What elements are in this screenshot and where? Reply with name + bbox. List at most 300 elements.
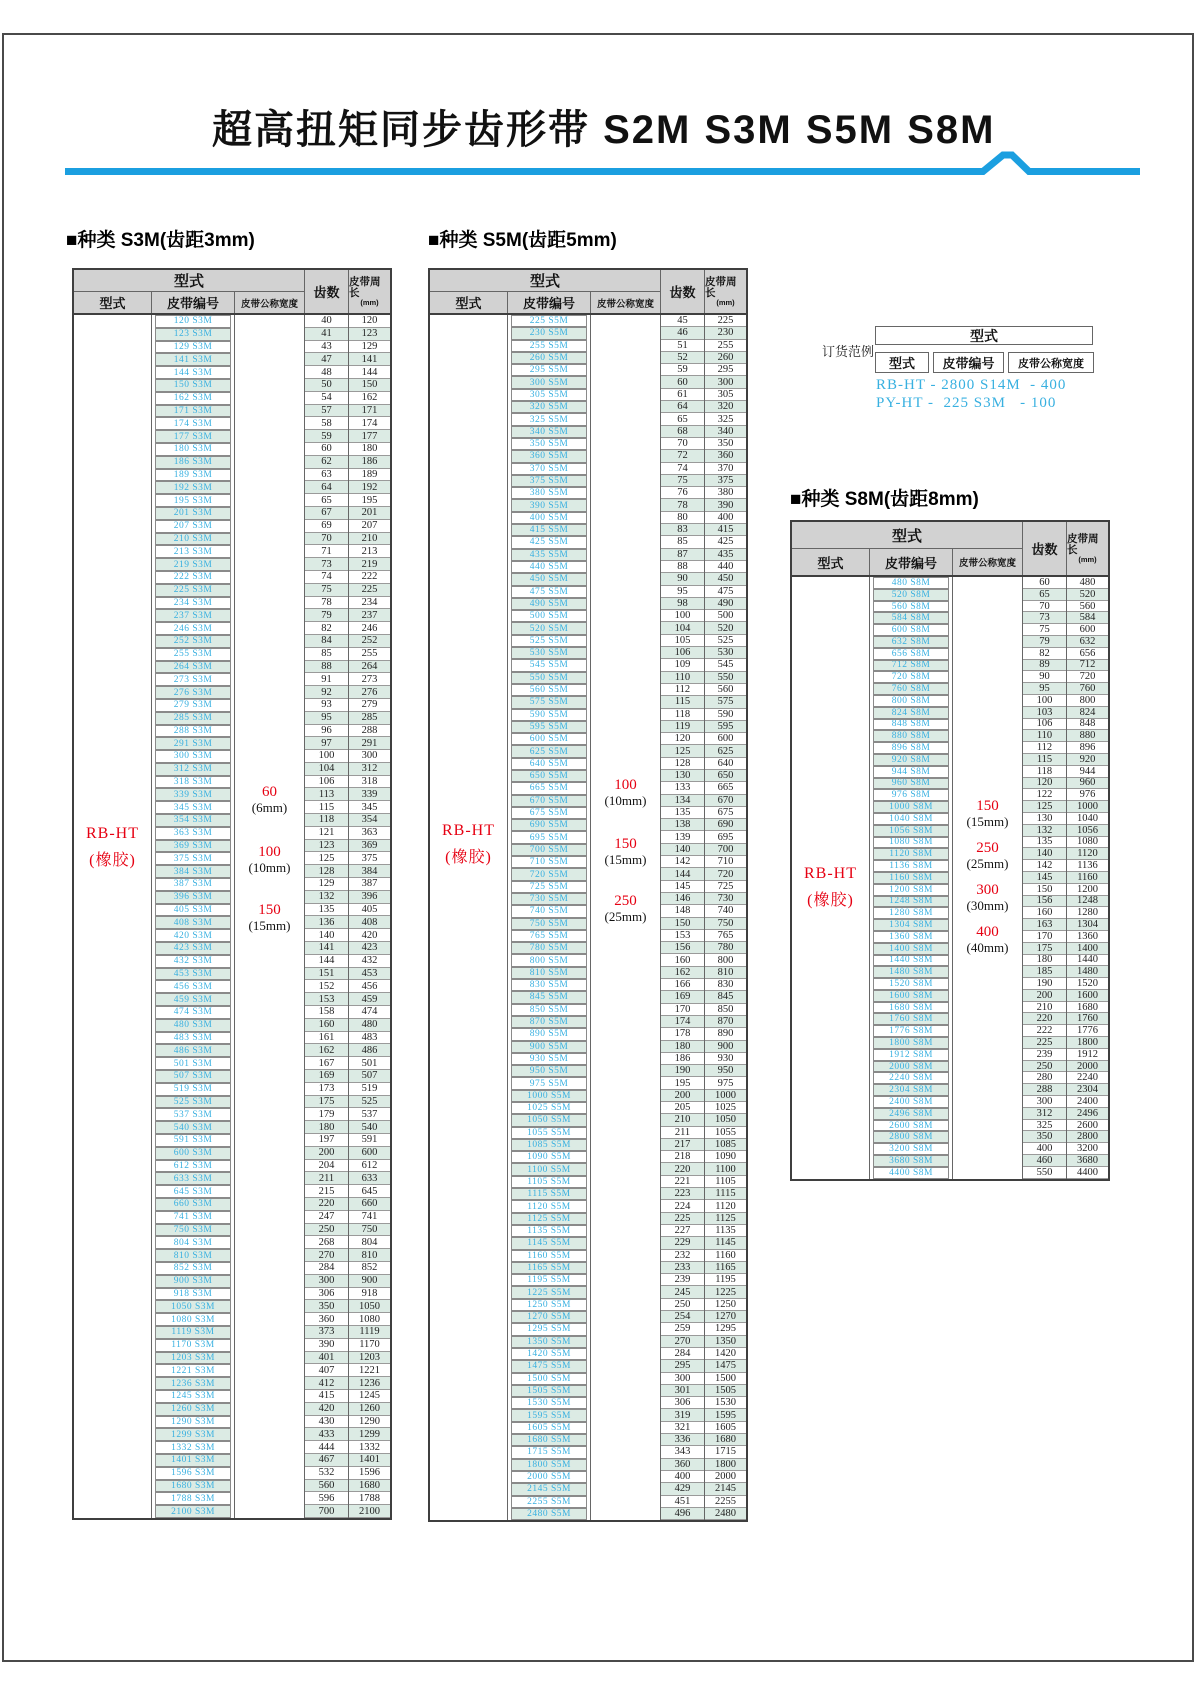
belt-number-cell: 750 S3M xyxy=(155,1224,231,1237)
teeth-cell: 68 xyxy=(661,426,704,438)
teeth-cell: 239 xyxy=(661,1274,704,1286)
teeth-cell: 225 xyxy=(1023,1037,1066,1049)
circumference-cell: 1680 xyxy=(349,1480,390,1493)
circumference-cell: 222 xyxy=(349,571,390,584)
belt-number-cell: 765 S5M xyxy=(511,930,587,942)
header-belt-width: 皮带公称宽度 xyxy=(235,292,305,313)
belt-number-cell: 1136 S8M xyxy=(873,860,949,872)
section-title-s8m: ■种类 S8M(齿距8mm) xyxy=(790,489,979,510)
belt-number-cell: 520 S8M xyxy=(873,589,949,601)
circumference-cell: 2800 xyxy=(1067,1131,1108,1143)
belt-number-cell: 725 S5M xyxy=(511,881,587,893)
circumference-cell: 848 xyxy=(1067,719,1108,731)
circumference-cell: 660 xyxy=(349,1198,390,1211)
teeth-cell: 415 xyxy=(305,1390,348,1403)
belt-number-cell: 1200 S8M xyxy=(873,884,949,896)
circumference-cell: 408 xyxy=(349,916,390,929)
circumference-cell: 1680 xyxy=(705,1434,746,1446)
circumference-cell: 525 xyxy=(705,635,746,647)
teeth-cell: 146 xyxy=(661,893,704,905)
teeth-cell: 400 xyxy=(661,1471,704,1483)
belt-number-cell: 387 S3M xyxy=(155,878,231,891)
belt-number-cell: 264 S3M xyxy=(155,661,231,674)
belt-number-cell: 501 S3M xyxy=(155,1057,231,1070)
belt-number-cell: 2496 S8M xyxy=(873,1108,949,1120)
circumference-cell: 1400 xyxy=(1067,943,1108,955)
header-circumference xyxy=(705,270,746,313)
circumference-cell: 2100 xyxy=(349,1505,390,1518)
circumference-cell: 1000 xyxy=(705,1090,746,1102)
circumference-cell: 740 xyxy=(705,905,746,917)
teeth-cell: 300 xyxy=(305,1275,348,1288)
section-title-s3m: ■种类 S3M(齿距3mm) xyxy=(66,230,255,251)
teeth-cell: 135 xyxy=(1023,837,1066,849)
table-header xyxy=(74,270,390,315)
teeth-cell: 254 xyxy=(661,1311,704,1323)
circumference-cell: 1280 xyxy=(1067,907,1108,919)
teeth-cell: 270 xyxy=(305,1249,348,1262)
teeth-cell: 106 xyxy=(305,776,348,789)
width-label: 150 (15mm) xyxy=(604,836,647,867)
teeth-cell: 158 xyxy=(305,1006,348,1019)
circumference-cell: 500 xyxy=(705,610,746,622)
belt-number-cell: 186 S3M xyxy=(155,456,231,469)
circumference-cell: 4400 xyxy=(1067,1167,1108,1179)
teeth-cell: 88 xyxy=(305,661,348,674)
teeth-cell: 135 xyxy=(305,904,348,917)
belt-number-cell: 210 S3M xyxy=(155,533,231,546)
belt-number-cell: 420 S3M xyxy=(155,929,231,942)
circumference-cell: 670 xyxy=(705,795,746,807)
model-column xyxy=(792,577,870,1179)
teeth-cell: 79 xyxy=(1023,636,1066,648)
belt-number-cell: 1788 S3M xyxy=(155,1492,231,1505)
circumference-cell: 944 xyxy=(1067,766,1108,778)
belt-number-cell: 1440 S8M xyxy=(873,955,949,967)
belt-number-cell: 800 S5M xyxy=(511,954,587,966)
belt-number-cell: 633 S3M xyxy=(155,1172,231,1185)
belt-number-cell: 640 S5M xyxy=(511,758,587,770)
teeth-cell: 350 xyxy=(305,1300,348,1313)
circumference-cell: 1105 xyxy=(705,1176,746,1188)
teeth-cell: 67 xyxy=(305,507,348,520)
circumference-cell: 189 xyxy=(349,469,390,482)
teeth-cell: 268 xyxy=(305,1236,348,1249)
circumference-cell: 560 xyxy=(705,684,746,696)
teeth-cell: 104 xyxy=(661,622,704,634)
teeth-cell: 145 xyxy=(1023,872,1066,884)
circumference-cell: 440 xyxy=(705,561,746,573)
belt-number-cell: 918 S3M xyxy=(155,1288,231,1301)
teeth-cell: 210 xyxy=(661,1114,704,1126)
belt-number-cell: 325 S5M xyxy=(511,413,587,425)
circumference-cell: 213 xyxy=(349,545,390,558)
belt-number-cell: 1100 S5M xyxy=(511,1163,587,1175)
teeth-cell: 400 xyxy=(1023,1143,1066,1155)
teeth-cell: 118 xyxy=(661,709,704,721)
circumference-cell: 1050 xyxy=(349,1300,390,1313)
circumference-cell: 530 xyxy=(705,647,746,659)
circumference-cell: 171 xyxy=(349,405,390,418)
belt-number-cell: 1520 S8M xyxy=(873,978,949,990)
teeth-cell: 70 xyxy=(305,533,348,546)
teeth-cell: 110 xyxy=(1023,730,1066,742)
circumference-cell: 665 xyxy=(705,782,746,794)
circumference-cell: 1295 xyxy=(705,1323,746,1335)
teeth-cell: 65 xyxy=(305,494,348,507)
belt-number-cell: 900 S5M xyxy=(511,1041,587,1053)
belt-number-cell: 660 S3M xyxy=(155,1198,231,1211)
teeth-cell: 95 xyxy=(661,586,704,598)
belt-number-cell: 380 S5M xyxy=(511,487,587,499)
teeth-cell: 104 xyxy=(305,763,348,776)
circumference-cell: 720 xyxy=(1067,671,1108,683)
circumference-cell: 760 xyxy=(1067,683,1108,695)
belt-number-cell: 1295 S5M xyxy=(511,1323,587,1335)
teeth-cell: 130 xyxy=(1023,813,1066,825)
circumference-cell: 2145 xyxy=(705,1483,746,1495)
teeth-cell: 45 xyxy=(661,315,704,327)
circumference-cell: 600 xyxy=(1067,624,1108,636)
teeth-cell: 532 xyxy=(305,1467,348,1480)
circumference-cell: 1135 xyxy=(705,1225,746,1237)
circumference-cell: 340 xyxy=(705,426,746,438)
circumference-cell: 252 xyxy=(349,635,390,648)
teeth-column xyxy=(1023,577,1067,1179)
belt-number-cell: 255 S3M xyxy=(155,648,231,661)
teeth-cell: 112 xyxy=(1023,742,1066,754)
circumference-cell: 1520 xyxy=(1067,978,1108,990)
teeth-cell: 119 xyxy=(661,721,704,733)
teeth-cell: 90 xyxy=(1023,671,1066,683)
teeth-cell: 74 xyxy=(305,571,348,584)
circumference-cell: 710 xyxy=(705,856,746,868)
belt-number-cell: 632 S8M xyxy=(873,636,949,648)
teeth-cell: 360 xyxy=(661,1459,704,1471)
teeth-cell: 247 xyxy=(305,1211,348,1224)
belt-number-cell: 880 S8M xyxy=(873,730,949,742)
teeth-cell: 156 xyxy=(661,942,704,954)
belt-number-cell: 560 S5M xyxy=(511,684,587,696)
belt-number-cell: 930 S5M xyxy=(511,1053,587,1065)
belt-number-cell: 234 S3M xyxy=(155,597,231,610)
teeth-cell: 130 xyxy=(661,770,704,782)
teeth-cell: 118 xyxy=(305,814,348,827)
teeth-cell: 180 xyxy=(305,1121,348,1134)
circumference-cell: 129 xyxy=(349,341,390,354)
teeth-cell: 300 xyxy=(661,1373,704,1385)
teeth-cell: 43 xyxy=(305,341,348,354)
teeth-cell: 250 xyxy=(305,1224,348,1237)
circumference-cell: 387 xyxy=(349,878,390,891)
circumference-cell: 453 xyxy=(349,968,390,981)
teeth-cell: 88 xyxy=(661,561,704,573)
teeth-cell: 220 xyxy=(661,1163,704,1175)
header-model: 型式 xyxy=(430,292,508,313)
circumference-cell: 1085 xyxy=(705,1139,746,1151)
circumference-cell: 1236 xyxy=(349,1377,390,1390)
teeth-cell: 167 xyxy=(305,1057,348,1070)
belt-number-cell: 1480 S8M xyxy=(873,966,949,978)
circumference-cell: 2304 xyxy=(1067,1084,1108,1096)
belt-number-cell: 475 S5M xyxy=(511,586,587,598)
teeth-cell: 59 xyxy=(305,430,348,443)
teeth-cell: 218 xyxy=(661,1151,704,1163)
circumference-cell: 810 xyxy=(705,967,746,979)
circumference-cell: 475 xyxy=(705,586,746,598)
belt-number-cell: 710 S5M xyxy=(511,856,587,868)
circumference-cell: 852 xyxy=(349,1262,390,1275)
circumference-cell: 2000 xyxy=(1067,1061,1108,1073)
belt-number-cell: 279 S3M xyxy=(155,699,231,712)
circumference-cell: 234 xyxy=(349,597,390,610)
belt-number-cell: 519 S3M xyxy=(155,1083,231,1096)
circumference-cell: 1600 xyxy=(1067,990,1108,1002)
teeth-cell: 69 xyxy=(305,520,348,533)
circumference-cell: 305 xyxy=(705,389,746,401)
circumference-cell: 459 xyxy=(349,993,390,1006)
teeth-cell: 89 xyxy=(1023,660,1066,672)
circumference-cell: 595 xyxy=(705,721,746,733)
circumference-cell: 207 xyxy=(349,520,390,533)
order-example-col-belt-width: 皮带公称宽度 xyxy=(1008,352,1094,373)
teeth-cell: 325 xyxy=(1023,1120,1066,1132)
belt-number-cell: 2255 S5M xyxy=(511,1496,587,1508)
belt-number-cell: 595 S5M xyxy=(511,721,587,733)
teeth-cell: 204 xyxy=(305,1160,348,1173)
circumference-cell: 1332 xyxy=(349,1441,390,1454)
belt-number-cell: 350 S5M xyxy=(511,438,587,450)
belt-number-cell: 665 S5M xyxy=(511,782,587,794)
circumference-cell: 625 xyxy=(705,745,746,757)
teeth-cell: 98 xyxy=(661,598,704,610)
belt-number-cell: 390 S5M xyxy=(511,499,587,511)
teeth-cell: 132 xyxy=(1023,825,1066,837)
belt-number-cell: 123 S3M xyxy=(155,328,231,341)
table-body xyxy=(430,315,746,1520)
table-header xyxy=(792,522,1108,577)
header-belt-number: 皮带编号 xyxy=(870,549,953,575)
circumference-cell: 540 xyxy=(349,1121,390,1134)
teeth-cell: 550 xyxy=(1023,1167,1066,1179)
teeth-cell: 125 xyxy=(1023,801,1066,813)
circumference-cell: 1200 xyxy=(1067,884,1108,896)
circumference-cell: 600 xyxy=(705,733,746,745)
belt-number-cell: 730 S5M xyxy=(511,893,587,905)
circumference-cell: 880 xyxy=(1067,730,1108,742)
circumference-cell: 507 xyxy=(349,1070,390,1083)
belt-number-cell: 1170 S3M xyxy=(155,1339,231,1352)
belt-number-cell: 255 S5M xyxy=(511,340,587,352)
circumference-cell: 975 xyxy=(705,1077,746,1089)
belt-number-cell: 600 S8M xyxy=(873,624,949,636)
belt-number-cell: 1050 S3M xyxy=(155,1300,231,1313)
circumference-cell: 525 xyxy=(349,1096,390,1109)
circumference-cell: 384 xyxy=(349,865,390,878)
teeth-cell: 110 xyxy=(661,672,704,684)
teeth-cell: 197 xyxy=(305,1134,348,1147)
belt-number-cell: 750 S5M xyxy=(511,918,587,930)
teeth-cell: 319 xyxy=(661,1409,704,1421)
teeth-cell: 700 xyxy=(305,1505,348,1518)
teeth-cell: 78 xyxy=(305,597,348,610)
circumference-cell: 2480 xyxy=(705,1508,746,1520)
circumference-cell: 1788 xyxy=(349,1492,390,1505)
belt-number-cell: 363 S3M xyxy=(155,827,231,840)
belt-number-cell: 207 S3M xyxy=(155,520,231,533)
teeth-cell: 223 xyxy=(661,1188,704,1200)
circumference-cell: 420 xyxy=(349,929,390,942)
teeth-cell: 401 xyxy=(305,1352,348,1365)
belt-number-cell: 1600 S8M xyxy=(873,990,949,1002)
teeth-cell: 70 xyxy=(1023,601,1066,613)
teeth-cell: 160 xyxy=(1023,907,1066,919)
teeth-cell: 430 xyxy=(305,1416,348,1429)
circumference-cell: 1260 xyxy=(349,1403,390,1416)
width-label: 60 (6mm) xyxy=(251,784,288,815)
teeth-cell: 140 xyxy=(661,844,704,856)
circumference-cell: 1530 xyxy=(705,1397,746,1409)
circumference-cell: 600 xyxy=(349,1147,390,1160)
circumference-cell: 1800 xyxy=(1067,1037,1108,1049)
teeth-cell: 306 xyxy=(305,1288,348,1301)
teeth-cell: 175 xyxy=(305,1096,348,1109)
teeth-cell: 178 xyxy=(661,1028,704,1040)
circumference-cell: 830 xyxy=(705,979,746,991)
belt-number-cell: 1000 S5M xyxy=(511,1090,587,1102)
circumference-cell: 1056 xyxy=(1067,825,1108,837)
teeth-cell: 270 xyxy=(661,1336,704,1348)
belt-number-cell: 1304 S8M xyxy=(873,919,949,931)
belt-number-cell: 944 S8M xyxy=(873,766,949,778)
circumference-cell: 712 xyxy=(1067,660,1108,672)
circumference-cell: 1025 xyxy=(705,1102,746,1114)
belt-number-column xyxy=(508,315,591,1520)
teeth-cell: 91 xyxy=(305,673,348,686)
order-example-box-title: 型式 xyxy=(875,326,1093,345)
teeth-cell: 211 xyxy=(661,1127,704,1139)
table-header xyxy=(430,270,746,315)
teeth-cell: 118 xyxy=(1023,766,1066,778)
belt-number-cell: 824 S8M xyxy=(873,707,949,719)
circumference-column xyxy=(349,315,390,1518)
teeth-cell: 211 xyxy=(305,1172,348,1185)
circumference-cell: 1480 xyxy=(1067,966,1108,978)
belt-number-cell: 896 S8M xyxy=(873,742,949,754)
circumference-cell: 537 xyxy=(349,1108,390,1121)
teeth-cell: 80 xyxy=(661,512,704,524)
teeth-cell: 174 xyxy=(661,1016,704,1028)
belt-number-cell: 369 S3M xyxy=(155,840,231,853)
circumference-cell: 375 xyxy=(349,852,390,865)
teeth-cell: 76 xyxy=(661,487,704,499)
teeth-cell: 82 xyxy=(1023,648,1066,660)
teeth-cell: 120 xyxy=(1023,778,1066,790)
teeth-cell: 103 xyxy=(1023,707,1066,719)
teeth-cell: 93 xyxy=(305,699,348,712)
teeth-cell: 73 xyxy=(1023,612,1066,624)
circumference-cell: 780 xyxy=(705,942,746,954)
teeth-cell: 90 xyxy=(661,573,704,585)
circumference-cell: 345 xyxy=(349,801,390,814)
teeth-cell: 120 xyxy=(661,733,704,745)
belt-number-cell: 225 S5M xyxy=(511,315,587,327)
belt-number-cell: 1236 S3M xyxy=(155,1377,231,1390)
header-teeth: 齿数 xyxy=(661,270,705,313)
circumference-cell: 519 xyxy=(349,1083,390,1096)
teeth-cell: 59 xyxy=(661,364,704,376)
belt-number-cell: 1680 S3M xyxy=(155,1480,231,1493)
header-belt-width: 皮带公称宽度 xyxy=(953,549,1023,575)
belt-number-cell: 162 S3M xyxy=(155,392,231,405)
teeth-cell: 239 xyxy=(1023,1049,1066,1061)
belt-number-cell: 1250 S5M xyxy=(511,1299,587,1311)
belt-number-cell: 537 S3M xyxy=(155,1108,231,1121)
circumference-cell: 1680 xyxy=(1067,1002,1108,1014)
circumference-cell: 285 xyxy=(349,712,390,725)
circumference-cell: 288 xyxy=(349,725,390,738)
belt-number-cell: 285 S3M xyxy=(155,712,231,725)
teeth-cell: 71 xyxy=(305,545,348,558)
header-belt-number: 皮带编号 xyxy=(508,292,591,313)
belt-number-cell: 2400 S8M xyxy=(873,1096,949,1108)
belt-number-cell: 650 S5M xyxy=(511,770,587,782)
teeth-cell: 95 xyxy=(305,712,348,725)
teeth-cell: 185 xyxy=(1023,966,1066,978)
circumference-column xyxy=(1067,577,1108,1179)
circumference-cell: 1401 xyxy=(349,1454,390,1467)
circumference-cell: 255 xyxy=(705,340,746,352)
circumference-cell: 1800 xyxy=(705,1459,746,1471)
circumference-cell: 325 xyxy=(705,413,746,425)
width-label: 150 (15mm) xyxy=(248,902,291,933)
belt-number-cell: 1800 S8M xyxy=(873,1037,949,1049)
circumference-cell: 750 xyxy=(705,918,746,930)
circumference-cell: 700 xyxy=(705,844,746,856)
circumference-cell: 1505 xyxy=(705,1385,746,1397)
width-label: 250 (25mm) xyxy=(966,840,1009,871)
teeth-cell: 72 xyxy=(661,450,704,462)
teeth-cell: 467 xyxy=(305,1454,348,1467)
belt-number-cell: 1055 S5M xyxy=(511,1127,587,1139)
circumference-cell: 1440 xyxy=(1067,955,1108,967)
teeth-cell: 169 xyxy=(661,991,704,1003)
teeth-cell: 170 xyxy=(661,1004,704,1016)
belt-number-cell: 1715 S5M xyxy=(511,1446,587,1458)
belt-number-cell: 2480 S5M xyxy=(511,1508,587,1520)
belt-number-cell: 1912 S8M xyxy=(873,1049,949,1061)
teeth-cell: 134 xyxy=(661,795,704,807)
belt-number-cell: 453 S3M xyxy=(155,968,231,981)
circumference-cell: 1715 xyxy=(705,1446,746,1458)
belt-number-cell: 525 S3M xyxy=(155,1096,231,1109)
teeth-cell: 129 xyxy=(305,878,348,891)
teeth-cell: 233 xyxy=(661,1262,704,1274)
teeth-cell: 224 xyxy=(661,1200,704,1212)
circumference-cell: 560 xyxy=(1067,601,1108,613)
circumference-cell: 435 xyxy=(705,549,746,561)
order-example-col-model: 型式 xyxy=(875,352,929,373)
teeth-cell: 142 xyxy=(1023,860,1066,872)
belt-number-cell: 129 S3M xyxy=(155,341,231,354)
section-title-s5m: ■种类 S5M(齿距5mm) xyxy=(428,230,617,251)
teeth-cell: 122 xyxy=(1023,789,1066,801)
header-model: 型式 xyxy=(792,549,870,575)
belt-number-cell: 384 S3M xyxy=(155,865,231,878)
circumference-cell: 741 xyxy=(349,1211,390,1224)
circumference-cell: 1195 xyxy=(705,1274,746,1286)
belt-number-cell: 975 S5M xyxy=(511,1077,587,1089)
